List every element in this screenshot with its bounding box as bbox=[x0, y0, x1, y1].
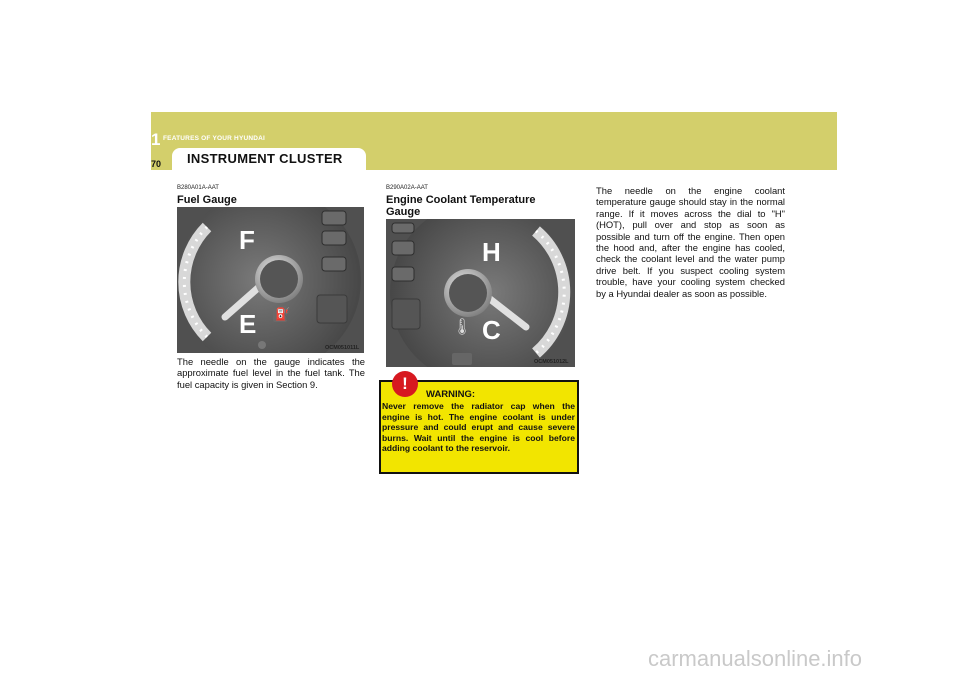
coolant-gauge-cold-label: C bbox=[482, 315, 501, 345]
coolant-gauge-hot-label: H bbox=[482, 237, 501, 267]
coolant-gauge-heading-line2: Gauge bbox=[386, 206, 421, 218]
section-title: INSTRUMENT CLUSTER bbox=[187, 151, 343, 166]
coolant-figure-caption: OCM051012L bbox=[534, 359, 569, 365]
coolant-temperature-icon: 🌡 bbox=[452, 319, 473, 336]
fuel-gauge-code: B280A01A-AAT bbox=[177, 185, 219, 191]
coolant-gauge-figure bbox=[386, 219, 575, 367]
fuel-gauge-figure bbox=[177, 207, 364, 353]
chapter-title: FEATURES OF YOUR HYUNDAI bbox=[163, 135, 266, 142]
warning-title: WARNING: bbox=[426, 389, 476, 400]
page-number: 70 bbox=[151, 159, 162, 169]
coolant-gauge-text: The needle on the engine coolant temperature gauge should stay in the normal range. If it moves across the dial to "H" (HOT), pull over and stop as soon as possible and turn off the engine. Then open the hood and, after the engine has cooled, check the coolant level and the water pump drive belt. If you suspect cooling system trouble, have your cooling system checked by a Hyundai dealer as soon as possible. bbox=[596, 185, 785, 299]
fuel-gauge-heading: Fuel Gauge bbox=[177, 194, 237, 206]
fuel-gauge-empty-label: E bbox=[239, 309, 257, 339]
watermark: carmanualsonline.info bbox=[648, 646, 863, 671]
fuel-gauge-full-label: F bbox=[239, 225, 255, 255]
warning-text: Never remove the radiator cap when the engine is hot. The engine coolant is under pressure and could erupt and cause severe burns. Wait until the engine is cool before adding coolant to the reservoir. bbox=[382, 401, 575, 454]
coolant-gauge-code: B290A02A-AAT bbox=[386, 185, 428, 191]
fuel-gauge-text: The needle on the gauge indicates the approximate fuel level in the fuel tank. The fuel capacity is given in Section 9. bbox=[177, 356, 365, 390]
coolant-gauge-heading-line1: Engine Coolant Temperature bbox=[386, 194, 536, 206]
chapter-number: 1 bbox=[151, 130, 161, 149]
warning-exclamation-icon: ! bbox=[392, 371, 418, 397]
fuel-figure-caption: OCM051011L bbox=[325, 345, 360, 351]
fuel-pump-icon: ⛽ bbox=[275, 307, 290, 321]
